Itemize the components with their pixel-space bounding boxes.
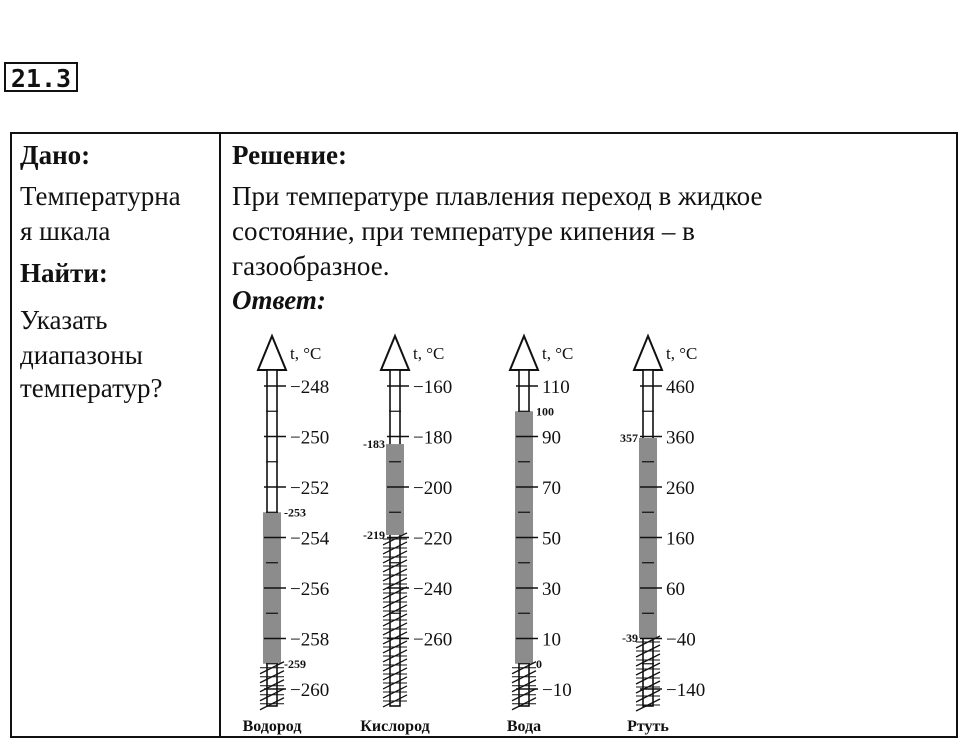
scale-label: 30 xyxy=(542,579,561,600)
substance-name: Вода xyxy=(506,718,542,735)
scale-label: −256 xyxy=(290,579,330,600)
scale-label: −160 xyxy=(413,377,453,398)
scale-label: 260 xyxy=(666,478,695,499)
solution-line-1: При температуре плавления переход в жидкое xyxy=(232,181,763,211)
solution-line-2: состояние, при температуре кипения – в xyxy=(232,216,695,246)
answer-label: Ответ: xyxy=(232,285,326,315)
substance-name: Водород xyxy=(242,718,302,735)
boiling-point-label: 100 xyxy=(536,404,554,419)
scale-label: 360 xyxy=(666,427,695,449)
find-line-1: Указать xyxy=(20,305,108,335)
melting-point-label: -219 xyxy=(363,527,385,542)
given-line-2: я шкала xyxy=(20,216,111,246)
scale-arrow-icon xyxy=(510,336,538,370)
scale-label: −248 xyxy=(290,377,330,398)
solution-heading: Решение: xyxy=(232,140,347,170)
melting-point-label: -259 xyxy=(284,656,306,671)
boiling-point-label: -253 xyxy=(284,505,306,520)
melting-point-label: 0 xyxy=(536,656,542,671)
scale-arrow-icon xyxy=(634,336,662,370)
scale-label: −220 xyxy=(413,528,453,550)
scale-label: 70 xyxy=(542,478,561,499)
scale-label: −260 xyxy=(413,629,453,651)
unit-label: t, °C xyxy=(413,344,445,363)
scale-arrow-icon xyxy=(258,336,286,370)
scale-label: −180 xyxy=(413,427,453,449)
scale-label: −140 xyxy=(666,680,706,701)
unit-label: t, °C xyxy=(542,344,574,363)
scale-label: 460 xyxy=(666,377,695,398)
scale-label: −40 xyxy=(666,629,696,651)
given-heading: Дано: xyxy=(20,140,91,170)
boiling-point-label: -183 xyxy=(363,437,385,452)
problem-number: 21.3 xyxy=(4,62,78,92)
scale-label: −200 xyxy=(413,478,453,499)
find-line-2: диапазоны xyxy=(20,340,143,370)
scale-label: 160 xyxy=(666,528,695,550)
unit-label: t, °C xyxy=(666,344,698,363)
scale-label: 90 xyxy=(542,427,561,449)
scale-label: 60 xyxy=(666,579,685,600)
substance-name: Кислород xyxy=(360,718,430,735)
unit-label: t, °C xyxy=(290,344,322,363)
given-line-1: Температурна xyxy=(20,181,181,211)
melting-point-label: -39 xyxy=(622,630,638,645)
liquid-column xyxy=(386,444,404,535)
scale-label: 110 xyxy=(542,377,570,398)
boiling-point-label: 357 xyxy=(620,431,638,446)
find-heading: Найти: xyxy=(20,258,108,288)
scale-label: −10 xyxy=(542,680,572,701)
scale-arrow-icon xyxy=(381,336,409,370)
scale-label: −250 xyxy=(290,427,330,449)
find-line-3: температур? xyxy=(20,373,163,403)
substance-name: Ртуть xyxy=(627,718,669,735)
scale-label: −258 xyxy=(290,629,330,651)
scale-label: −240 xyxy=(413,579,453,600)
scale-label: 50 xyxy=(542,528,561,550)
scale-label: −252 xyxy=(290,478,330,499)
solution-line-3: газообразное. xyxy=(232,251,390,281)
scale-label: −260 xyxy=(290,680,330,701)
scale-label: 10 xyxy=(542,629,561,651)
scale-label: −254 xyxy=(290,528,330,550)
